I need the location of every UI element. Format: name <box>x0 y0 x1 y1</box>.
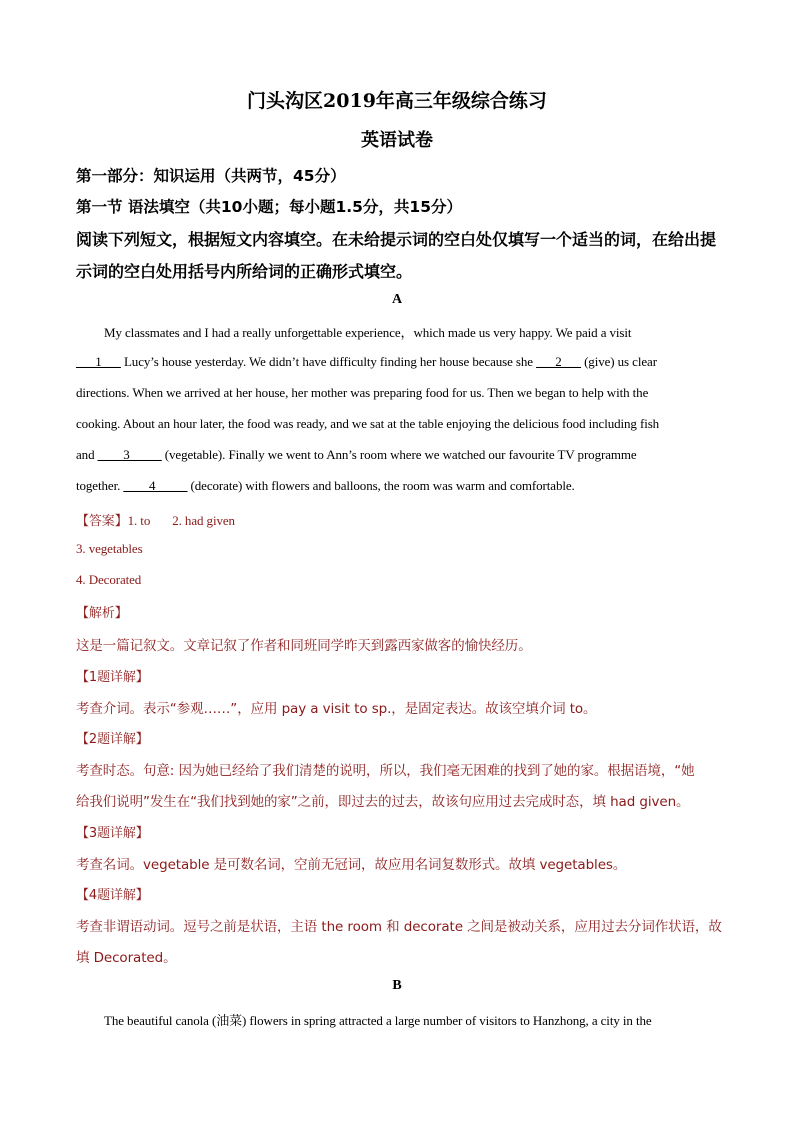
answer-3: 3. vegetables <box>76 541 143 556</box>
passage-a-line: cooking. About an hour later, the food was ready, and we sat at the table enjoying the delicious food including fish <box>76 416 660 431</box>
instruction-line-2: 示词的空白处用括号内所给词的正确形式填空。 <box>76 262 413 281</box>
passage-a-label: A <box>391 292 403 307</box>
part-heading: 第一部分：知识运用（共两节，45分） <box>76 167 346 185</box>
passage-a-line: directions. When we arrived at her house, her mother was preparing food for us. Then we began to help with the <box>76 385 649 400</box>
detail-1-tag: 【1题详解】 <box>76 670 149 685</box>
answer-4: 4. Decorated <box>76 572 142 587</box>
passage-a-line <box>76 447 637 463</box>
passage-text: together. <box>76 478 124 493</box>
passage-b-line: The beautiful canola (油菜) flowers in spring attracted a large number of visitors to Hanzhong, a city in the <box>104 1013 652 1028</box>
passage-a-line <box>76 354 657 370</box>
section-heading: 第一节 语法填空（共10小题；每小题1.5分，共15分） <box>76 198 462 216</box>
detail-2-text: 给我们说明”发生在“我们找到她的家”之前，即过去的过去，故该句应用过去完成时态，填 had given。 <box>76 794 690 810</box>
blank-3: ____3_____ <box>97 447 162 462</box>
passage-text: Lucy’s house yesterday. We didn’t have difficulty finding her house because she <box>120 354 537 369</box>
page-title: 门头沟区2019年高三年级综合练习 <box>247 90 547 112</box>
detail-3-text: 考查名词。vegetable 是可数名词，空前无冠词，故应用名词复数形式。故填 vegetables。 <box>76 857 627 873</box>
passage-text: (vegetable). Finally we went to Ann’s room where we watched our favourite TV programme <box>161 447 637 462</box>
passage-text: (give) us clear <box>580 354 657 369</box>
blank-2: ___2___ <box>536 354 581 369</box>
answer-tag: 【答案】 <box>76 514 128 529</box>
detail-3-tag: 【3题详解】 <box>76 826 149 841</box>
instruction-line-1: 阅读下列短文，根据短文内容填空。在未给提示词的空白处仅填写一个适当的词，在给出提 <box>76 230 717 249</box>
analysis-summary: 这是一篇记叙文。文章记叙了作者和同班同学昨天到露西家做客的愉快经历。 <box>76 638 532 654</box>
detail-2-text: 考查时态。句意: 因为她已经给了我们清楚的说明，所以，我们毫无困难的找到了她的家。根据语境，“她 <box>76 763 695 779</box>
answer-2: 2. had given <box>172 513 235 528</box>
passage-text: (decorate) with flowers and balloons, the room was warm and comfortable. <box>187 478 575 493</box>
passage-b-label: B <box>392 978 402 993</box>
passage-a-line <box>76 478 575 494</box>
analysis-tag: 【解析】 <box>76 606 128 621</box>
passage-a-line: My classmates and I had a really unforgettable experience，which made us very happy. We paid a visit <box>104 325 632 340</box>
passage-text: and <box>76 447 98 462</box>
page-subtitle: 英语试卷 <box>361 130 433 151</box>
detail-1-text: 考查介词。表示“参观……”，应用 pay a visit to sp.，是固定表达。故该空填介词 to。 <box>76 701 597 717</box>
detail-4-text: 考查非谓语动词。逗号之前是状语，主语 the room 和 decorate 之间是被动关系，应用过去分词作状语，故 <box>76 919 722 935</box>
detail-4-text: 填 Decorated。 <box>76 950 177 966</box>
blank-4: ____4_____ <box>123 478 188 493</box>
detail-4-tag: 【4题详解】 <box>76 888 149 903</box>
answer-1: 1. to <box>127 513 151 528</box>
answer-line <box>76 510 235 529</box>
detail-2-tag: 【2题详解】 <box>76 732 149 747</box>
blank-1: ___1___ <box>76 354 121 369</box>
